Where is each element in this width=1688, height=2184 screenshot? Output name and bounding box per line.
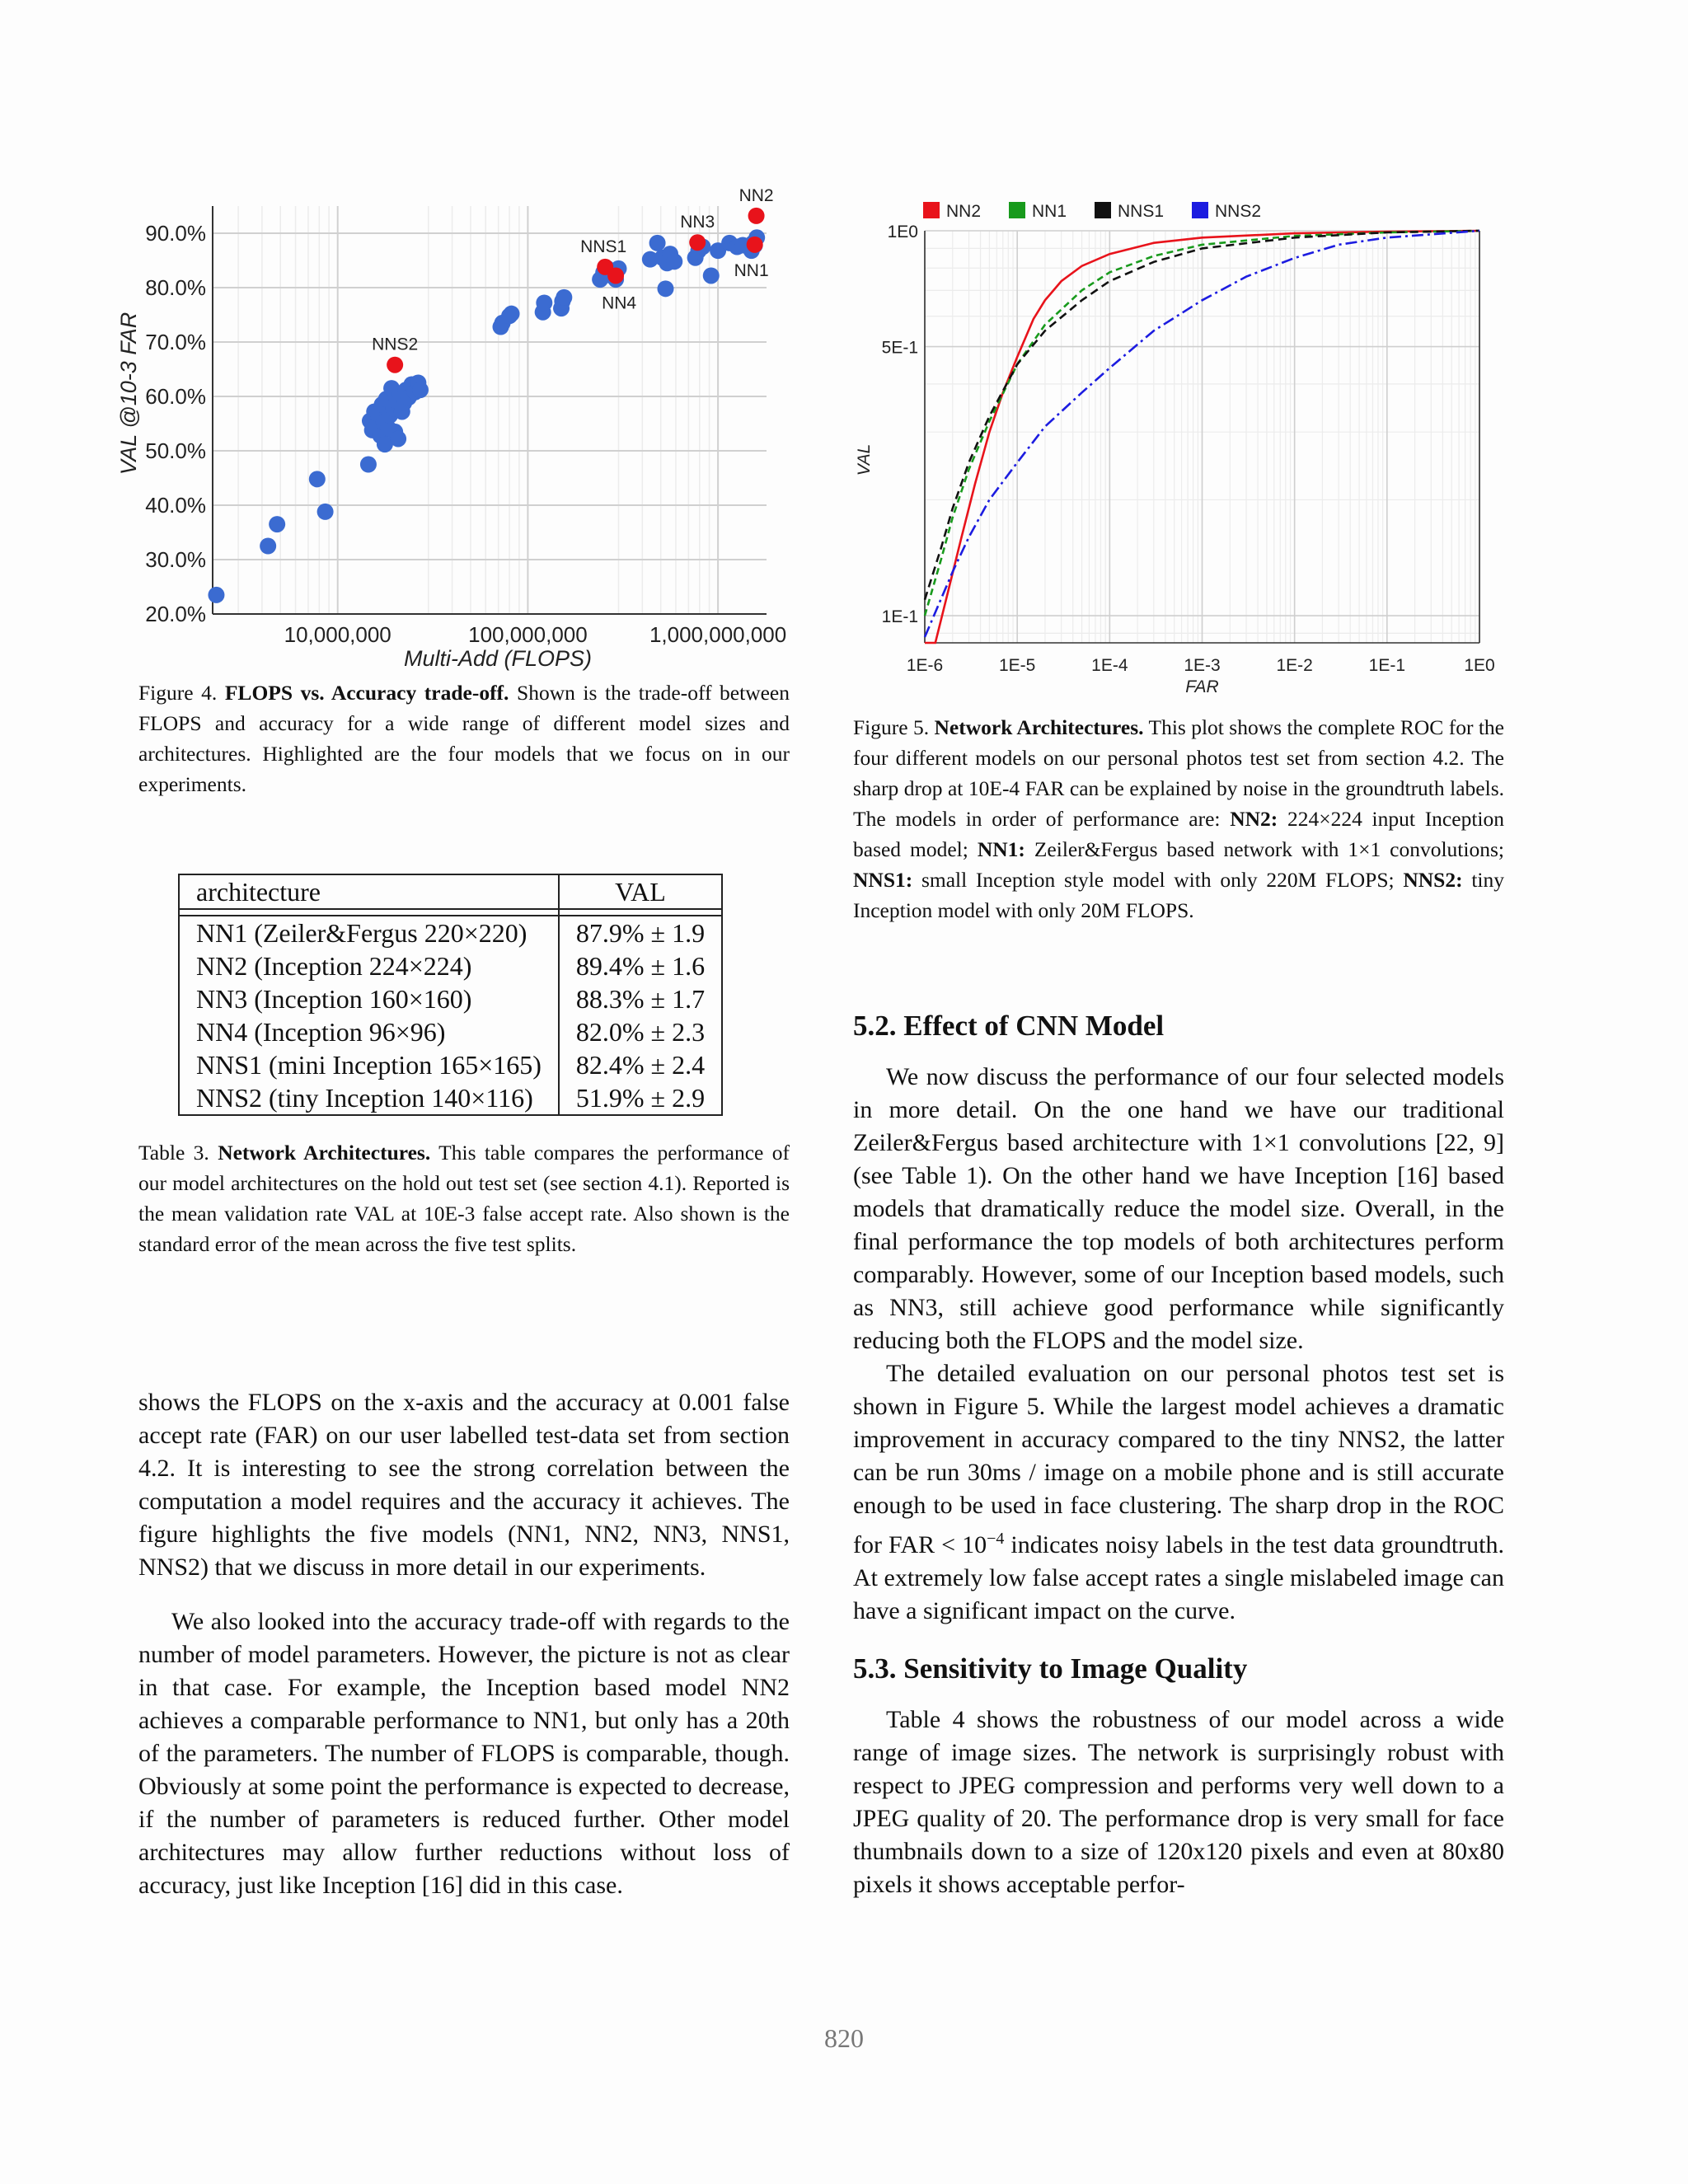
table-cell-architecture: NN1 (Zeiler&Fergus 220×220) — [179, 916, 559, 949]
section-heading-5-3: 5.3. Sensitivity to Image Quality — [853, 1652, 1248, 1685]
table-cell-architecture: NN2 (Inception 224×224) — [179, 949, 559, 982]
x-tick-label: 1E-6 — [906, 656, 944, 675]
point-label: NNS2 — [372, 335, 419, 354]
table-cell-architecture: NNS2 (tiny Inception 140×116) — [179, 1081, 559, 1115]
legend-swatch — [1095, 202, 1111, 218]
data-point — [556, 289, 572, 306]
paragraph: shows the FLOPS on the x-axis and the accuracy at 0.001 false accept rate (FAR) on our user labelled test-data set from section 4.2. It is interesting to see the strong correlation between the computation a model requires and the accuracy it achieves. The figure highlights the five models (NN1, NN2, NN3, NNS1, NNS2) that we discuss in more detail in our experiments. — [138, 1389, 790, 1581]
table-row — [179, 1015, 722, 1048]
data-point — [504, 306, 520, 322]
x-tick-label: 1E-2 — [1276, 656, 1313, 675]
data-point — [536, 294, 552, 311]
data-point — [657, 280, 673, 297]
table-3-caption: Table 3. Network Architectures. This table compares the performance of our model architectures on the hold out test set (see section 4.1). Reported is the mean validation rate VAL at 10E-3 false accept rate. Also shown is the standard error of the mean across the five test splits. — [138, 1141, 790, 1256]
x-tick-label: 1,000,000,000 — [649, 622, 787, 647]
point-label: NN2 — [738, 185, 774, 205]
table-header-val: VAL — [559, 874, 722, 909]
table-cell-val: 82.0% ± 2.3 — [559, 1015, 722, 1048]
highlighted-point — [387, 357, 403, 373]
y-tick-label: 5E-1 — [881, 338, 918, 358]
data-point — [260, 538, 276, 555]
point-label: NNS1 — [580, 237, 627, 256]
legend-label: NN1 — [1032, 202, 1067, 221]
y-tick-label: 60.0% — [145, 384, 206, 409]
data-point — [309, 471, 326, 487]
legend-swatch — [923, 202, 940, 218]
highlighted-point — [607, 267, 624, 284]
y-tick-label: 20.0% — [145, 602, 206, 626]
table-cell-val: 87.9% ± 1.9 — [559, 916, 722, 949]
right-column-text — [853, 1010, 1504, 1901]
table-header-row — [179, 874, 722, 909]
y-tick-label: 1E-1 — [881, 607, 918, 627]
x-tick-label: 1E-4 — [1091, 656, 1128, 675]
x-tick-label: 1E-5 — [998, 656, 1036, 675]
y-tick-label: 40.0% — [145, 493, 206, 518]
x-tick-label: 1E-3 — [1184, 656, 1221, 675]
paragraph: We also looked into the accuracy trade-off with regards to the number of model parameters. However, the picture is not as clear in that case. For example, the Inception based model NN2 achieves a comparable performance to NN1, but only has a 20th of the parameters. The number of FLOPS is comparable, though. Obviously at some point the performance is expected to decrease, if the number of parameters is reduced further. Other model architectures may allow further reductions without loss of accuracy, just like Inception [16] did in this case. — [138, 1608, 790, 1899]
y-axis-title: VAL @10-3 FAR — [116, 312, 141, 476]
data-point — [317, 504, 334, 520]
figure-4-scatter-chart — [115, 185, 808, 680]
legend-swatch — [1009, 202, 1025, 218]
left-column-text — [138, 1386, 790, 1902]
table-row — [179, 916, 722, 949]
y-tick-label: 90.0% — [145, 221, 206, 246]
data-point — [412, 382, 429, 398]
table-cell-val: 51.9% ± 2.9 — [559, 1081, 722, 1115]
y-tick-label: 50.0% — [145, 438, 206, 463]
y-tick-label: 80.0% — [145, 275, 206, 300]
table-row — [179, 949, 722, 982]
y-tick-label: 30.0% — [145, 547, 206, 572]
data-point — [390, 430, 406, 447]
data-point — [703, 267, 720, 284]
y-tick-label: 70.0% — [145, 330, 206, 354]
x-tick-label: 1E0 — [1464, 656, 1495, 675]
table-cell-architecture: NN4 (Inception 96×96) — [179, 1015, 559, 1048]
highlighted-point — [748, 208, 765, 224]
page-number: 820 — [824, 2023, 864, 2053]
point-label: NN4 — [602, 293, 637, 313]
x-tick-label: 10,000,000 — [284, 622, 392, 647]
table-cell-val: 88.3% ± 1.7 — [559, 982, 722, 1015]
paragraph: We now discuss the performance of our four selected models in more detail. On the one hand we have our traditional Zeiler&Fergus based architecture with 1×1 convolutions [22, 9] (see Table 1). On the other hand we have Inception [16] based models that dramatically reduce the model size. Overall, in the final performance the top models of both architectures perform comparably. However, some of our Inception based models, such as NN3, still achieve good performance while significantly reducing both the FLOPS and the model size. — [853, 1063, 1504, 1354]
data-point — [360, 457, 377, 473]
y-tick-label: 1E0 — [887, 223, 918, 241]
x-axis-title: Multi-Add (FLOPS) — [403, 646, 593, 671]
point-label: NN1 — [734, 260, 769, 280]
table-row — [179, 1048, 722, 1081]
data-point — [666, 253, 682, 269]
paragraph: The detailed evaluation on our personal photos test set is shown in Figure 5. While the largest model achieves a dramatic improvement in accuracy compared to the tiny NNS2, the latter can be run 30ms / image on a mobile phone and is still accurate enough to be used in face clustering. The sharp drop in the ROC for FAR < $10^{-4}$ indicates noisy labels in the test data groundtruth. At extremely low false accept rates a single mislabeled image can have a significant impact on the curve. — [853, 1360, 1504, 1624]
y-axis-title: VAL — [855, 443, 874, 476]
table-row — [179, 982, 722, 1015]
table-cell-architecture: NNS1 (mini Inception 165×165) — [179, 1048, 559, 1081]
table-row — [179, 1081, 722, 1115]
table-header-architecture: architecture — [179, 874, 559, 909]
legend-swatch — [1192, 202, 1208, 218]
section-heading-5-2: 5.2. Effect of CNN Model — [853, 1010, 1165, 1042]
data-point — [208, 587, 224, 603]
legend-label: NNS1 — [1118, 202, 1165, 221]
legend-label: NN2 — [946, 202, 982, 221]
highlighted-point — [747, 237, 763, 253]
table-cell-val: 82.4% ± 2.4 — [559, 1048, 722, 1081]
figure-5-roc-chart — [849, 190, 1508, 701]
paragraph: Table 4 shows the robustness of our model across a wide range of image sizes. The network is surprisingly robust with respect to JPEG compression and performs very well down to a JPEG quality of 20. The performance drop is very small for face thumbnails down to a size of 120x120 pixels and even at 80x80 pixels it shows acceptable perfor- — [853, 1706, 1504, 1898]
figure-4-caption: Figure 4. FLOPS vs. Accuracy trade-off. Shown is the trade-off between FLOPS and accuracy for a wide range of different model sizes and architectures. Highlighted are the four models that we focus on in our experiments. — [138, 681, 790, 796]
table-3 — [178, 874, 723, 1116]
legend-label: NNS2 — [1215, 202, 1262, 221]
x-tick-label: 1E-1 — [1368, 656, 1406, 675]
table-cell-val: 89.4% ± 1.6 — [559, 949, 722, 982]
figure-5-caption: Figure 5. Network Architectures. This plot shows the complete ROC for the four different models on our personal photos test set from section 4.2. The sharp drop at 10E-4 FAR can be explained by noise in the groundtruth labels. The models in order of performance are: NN2: 224×224 input Inception based model; NN1: Zeiler&Fergus based network with 1×1 convolutions; NNS1: small Inception style model with only 220M FLOPS; NNS2: tiny Inception model with only 20M FLOPS. — [853, 715, 1504, 922]
data-point — [649, 235, 666, 251]
x-axis-title: FAR — [1185, 677, 1219, 696]
highlighted-point — [689, 234, 706, 251]
x-tick-label: 100,000,000 — [468, 622, 588, 647]
table-cell-architecture: NN3 (Inception 160×160) — [179, 982, 559, 1015]
data-point — [269, 516, 285, 532]
point-label: NN3 — [680, 213, 715, 232]
